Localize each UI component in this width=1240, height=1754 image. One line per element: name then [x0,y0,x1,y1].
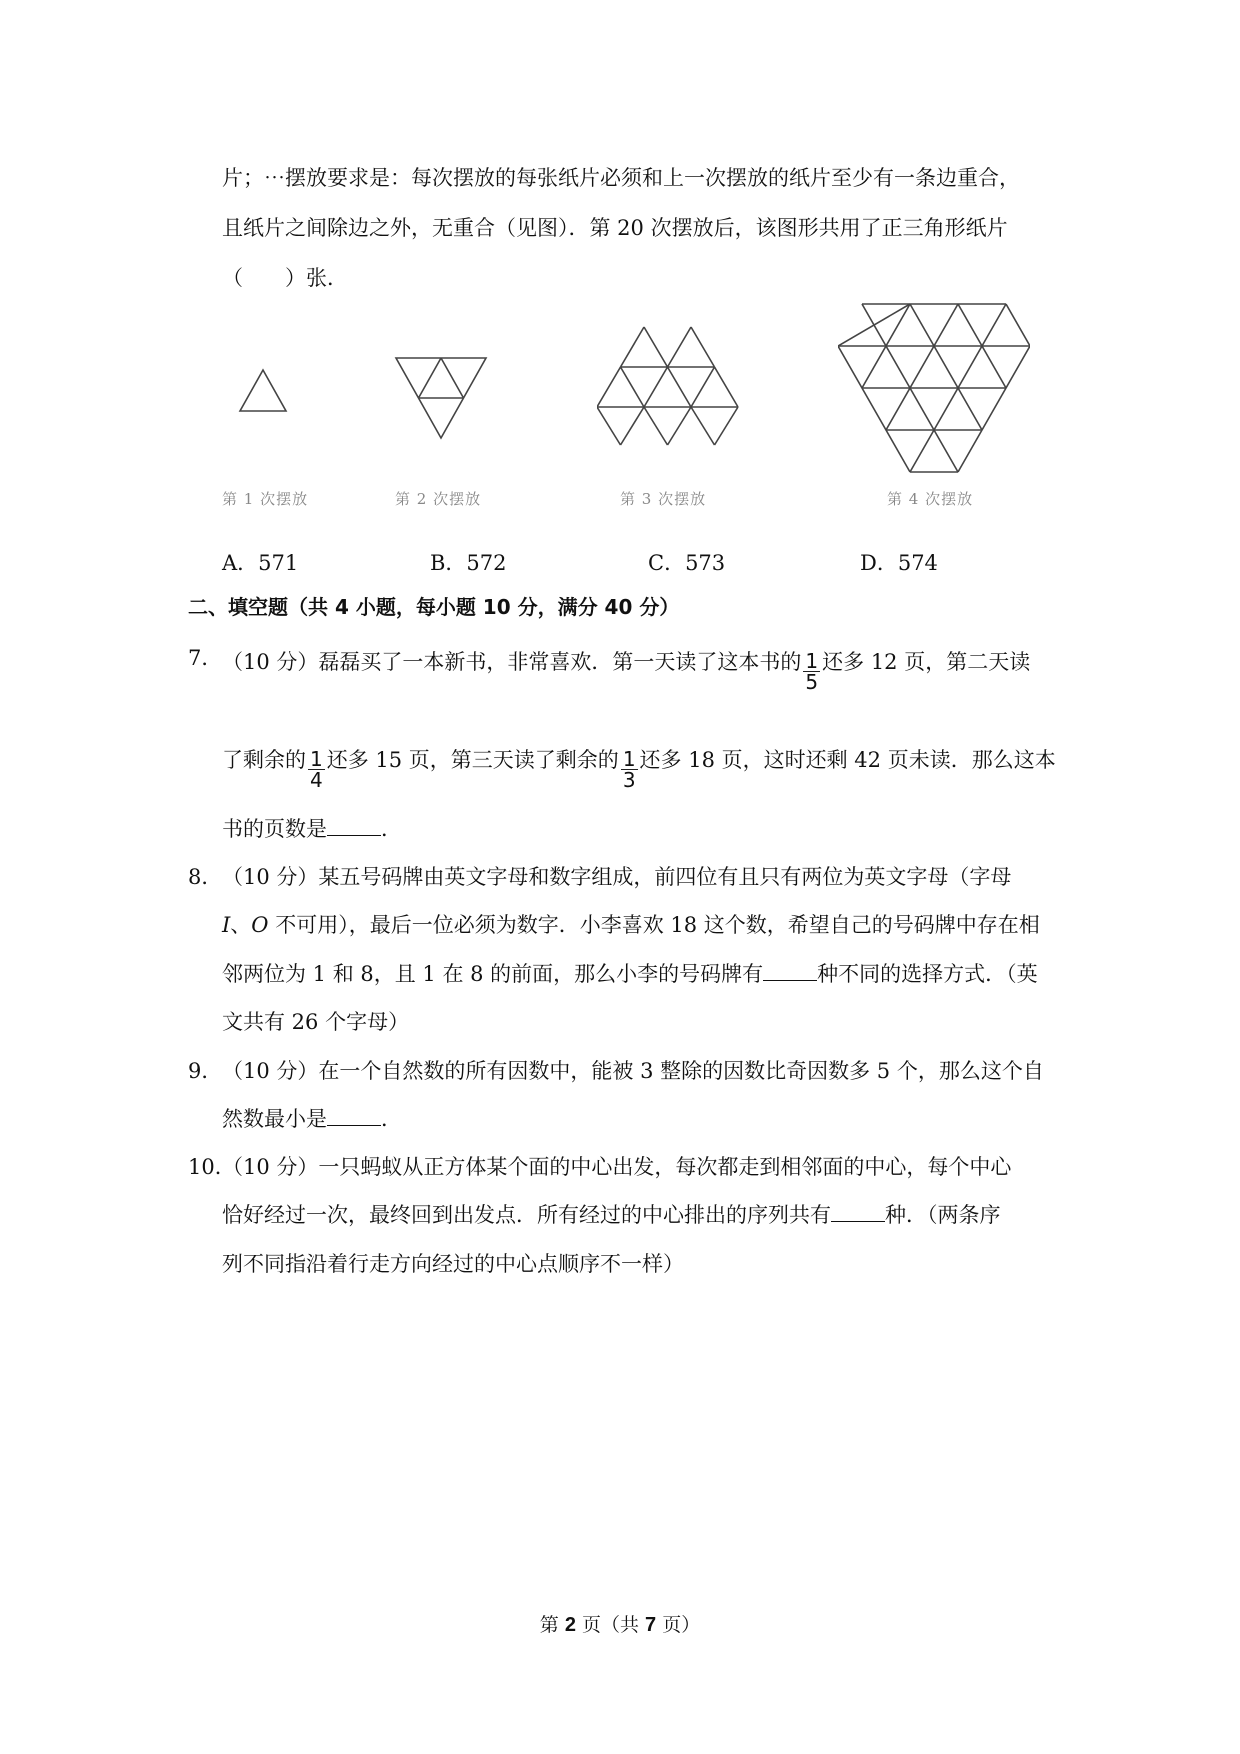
option-d: D．574 [860,551,938,575]
q7-fraction-1 [803,651,820,692]
figure-2-triangles [394,356,488,440]
fraction-denominator: 3 [622,768,636,792]
q7-line-1 [222,643,1031,694]
fraction-denominator: 4 [310,768,323,792]
option-a: A．571 [222,551,299,575]
q8-text-a: 邻两位为 1 和 8，且 1 在 8 的前面，那么小李的号码牌有 [222,962,764,986]
q10-text-a: 恰好经过一次，最终回到出发点．所有经过的中心排出的序列共有 [222,1203,831,1227]
q7-text-f: 书的页数是 [222,817,327,841]
q9-number: 9． [188,1059,223,1083]
q10-line-3: 列不同指沿着行走方向经过的中心点顺序不一样） [222,1252,684,1276]
q8-line-4: 文共有 26 个字母） [222,1010,410,1034]
q7-number: 7． [188,646,223,670]
letter-o: O [251,913,269,937]
footer-middle: 页（共 [575,1614,646,1636]
fraction-numerator: 1 [622,747,636,771]
q7-fraction-2 [308,749,325,790]
q6-text-line-2: 且纸片之间除边之外，无重合（见图）．第 20 次摆放后，该图形共用了正三角形纸片 [222,216,1008,240]
page-number: 2 [564,1614,576,1636]
figure-4-caption: 第 4 次摆放 [887,490,974,508]
q7-text-e: 还多 18 页，这时还剩 42 页未读．那么这本 [639,748,1056,772]
q7-text-b: 还多 12 页，第二天读 [822,650,1031,674]
option-c: C．573 [648,551,726,575]
q6-text-line-1: 片；⋯摆放要求是：每次摆放的每张纸片必须和上一次摆放的纸片至少有一条边重合， [222,166,1020,190]
footer-prefix: 第 [539,1614,565,1636]
q9-text-a: 然数最小是 [222,1107,327,1131]
q7-line-2 [222,741,1056,792]
q8-separator: 、 [230,913,252,937]
q7-text-c: 了剩余的 [222,748,306,772]
q10-line-2 [222,1200,1001,1230]
figure-3-caption: 第 3 次摆放 [620,490,707,508]
letter-i: I [222,913,231,937]
fraction-numerator: 1 [805,649,819,673]
q8-line-1: （10 分）某五号码牌由英文字母和数字组成，前四位有且只有两位为英文字母（字母 [222,865,1012,889]
q9-line-1: （10 分）在一个自然数的所有因数中，能被 3 整除的因数比奇因数多 5 个，那么这个自 [222,1059,1044,1083]
q6-text-line-3: （ ）张． [222,266,348,290]
q9-line-2 [222,1104,402,1134]
fraction-numerator: 1 [310,747,323,771]
q10-text-b: 种．（两条序 [885,1203,1001,1227]
q7-fraction-3 [621,749,638,790]
fraction-denominator: 5 [805,670,819,694]
total-pages: 7 [645,1614,657,1636]
page-footer [0,1610,1240,1637]
q8-text-b: 种不同的选择方式．（英 [817,962,1038,986]
q7-answer-blank[interactable] [327,815,381,836]
q8-answer-blank[interactable] [763,960,817,981]
q10-line-1: （10 分）一只蚂蚁从正方体某个面的中心出发，每次都走到相邻面的中心，每个中心 [222,1155,1012,1179]
q10-answer-blank[interactable] [831,1201,885,1222]
figure-1-caption: 第 1 次摆放 [222,490,309,508]
q9-answer-blank[interactable] [327,1105,381,1126]
section-title: 二、填空题（共 4 小题，每小题 10 分，满分 40 分） [188,595,680,619]
q7-text-a: （10 分）磊磊买了一本新书，非常喜欢．第一天读了这本书的 [222,650,802,674]
figure-1-triangle [238,368,288,414]
q10-number: 10． [188,1155,236,1179]
figure-4-triangles [838,302,1030,474]
q7-text-g: ． [381,817,402,841]
q8-text-rest: 不可用），最后一位必须为数字．小李喜欢 18 这个数，希望自己的号码牌中存在相 [268,913,1040,937]
figure-3-triangles [597,325,739,447]
footer-suffix: 页） [656,1614,701,1636]
option-b: B．572 [430,551,507,575]
q7-text-d: 还多 15 页，第三天读了剩余的 [326,748,619,772]
q9-text-b: ． [381,1107,402,1131]
figure-2-caption: 第 2 次摆放 [395,490,482,508]
q7-line-3 [222,814,402,844]
q8-line-2 [222,910,1040,940]
q8-line-3 [222,959,1038,989]
q8-number: 8． [188,865,223,889]
